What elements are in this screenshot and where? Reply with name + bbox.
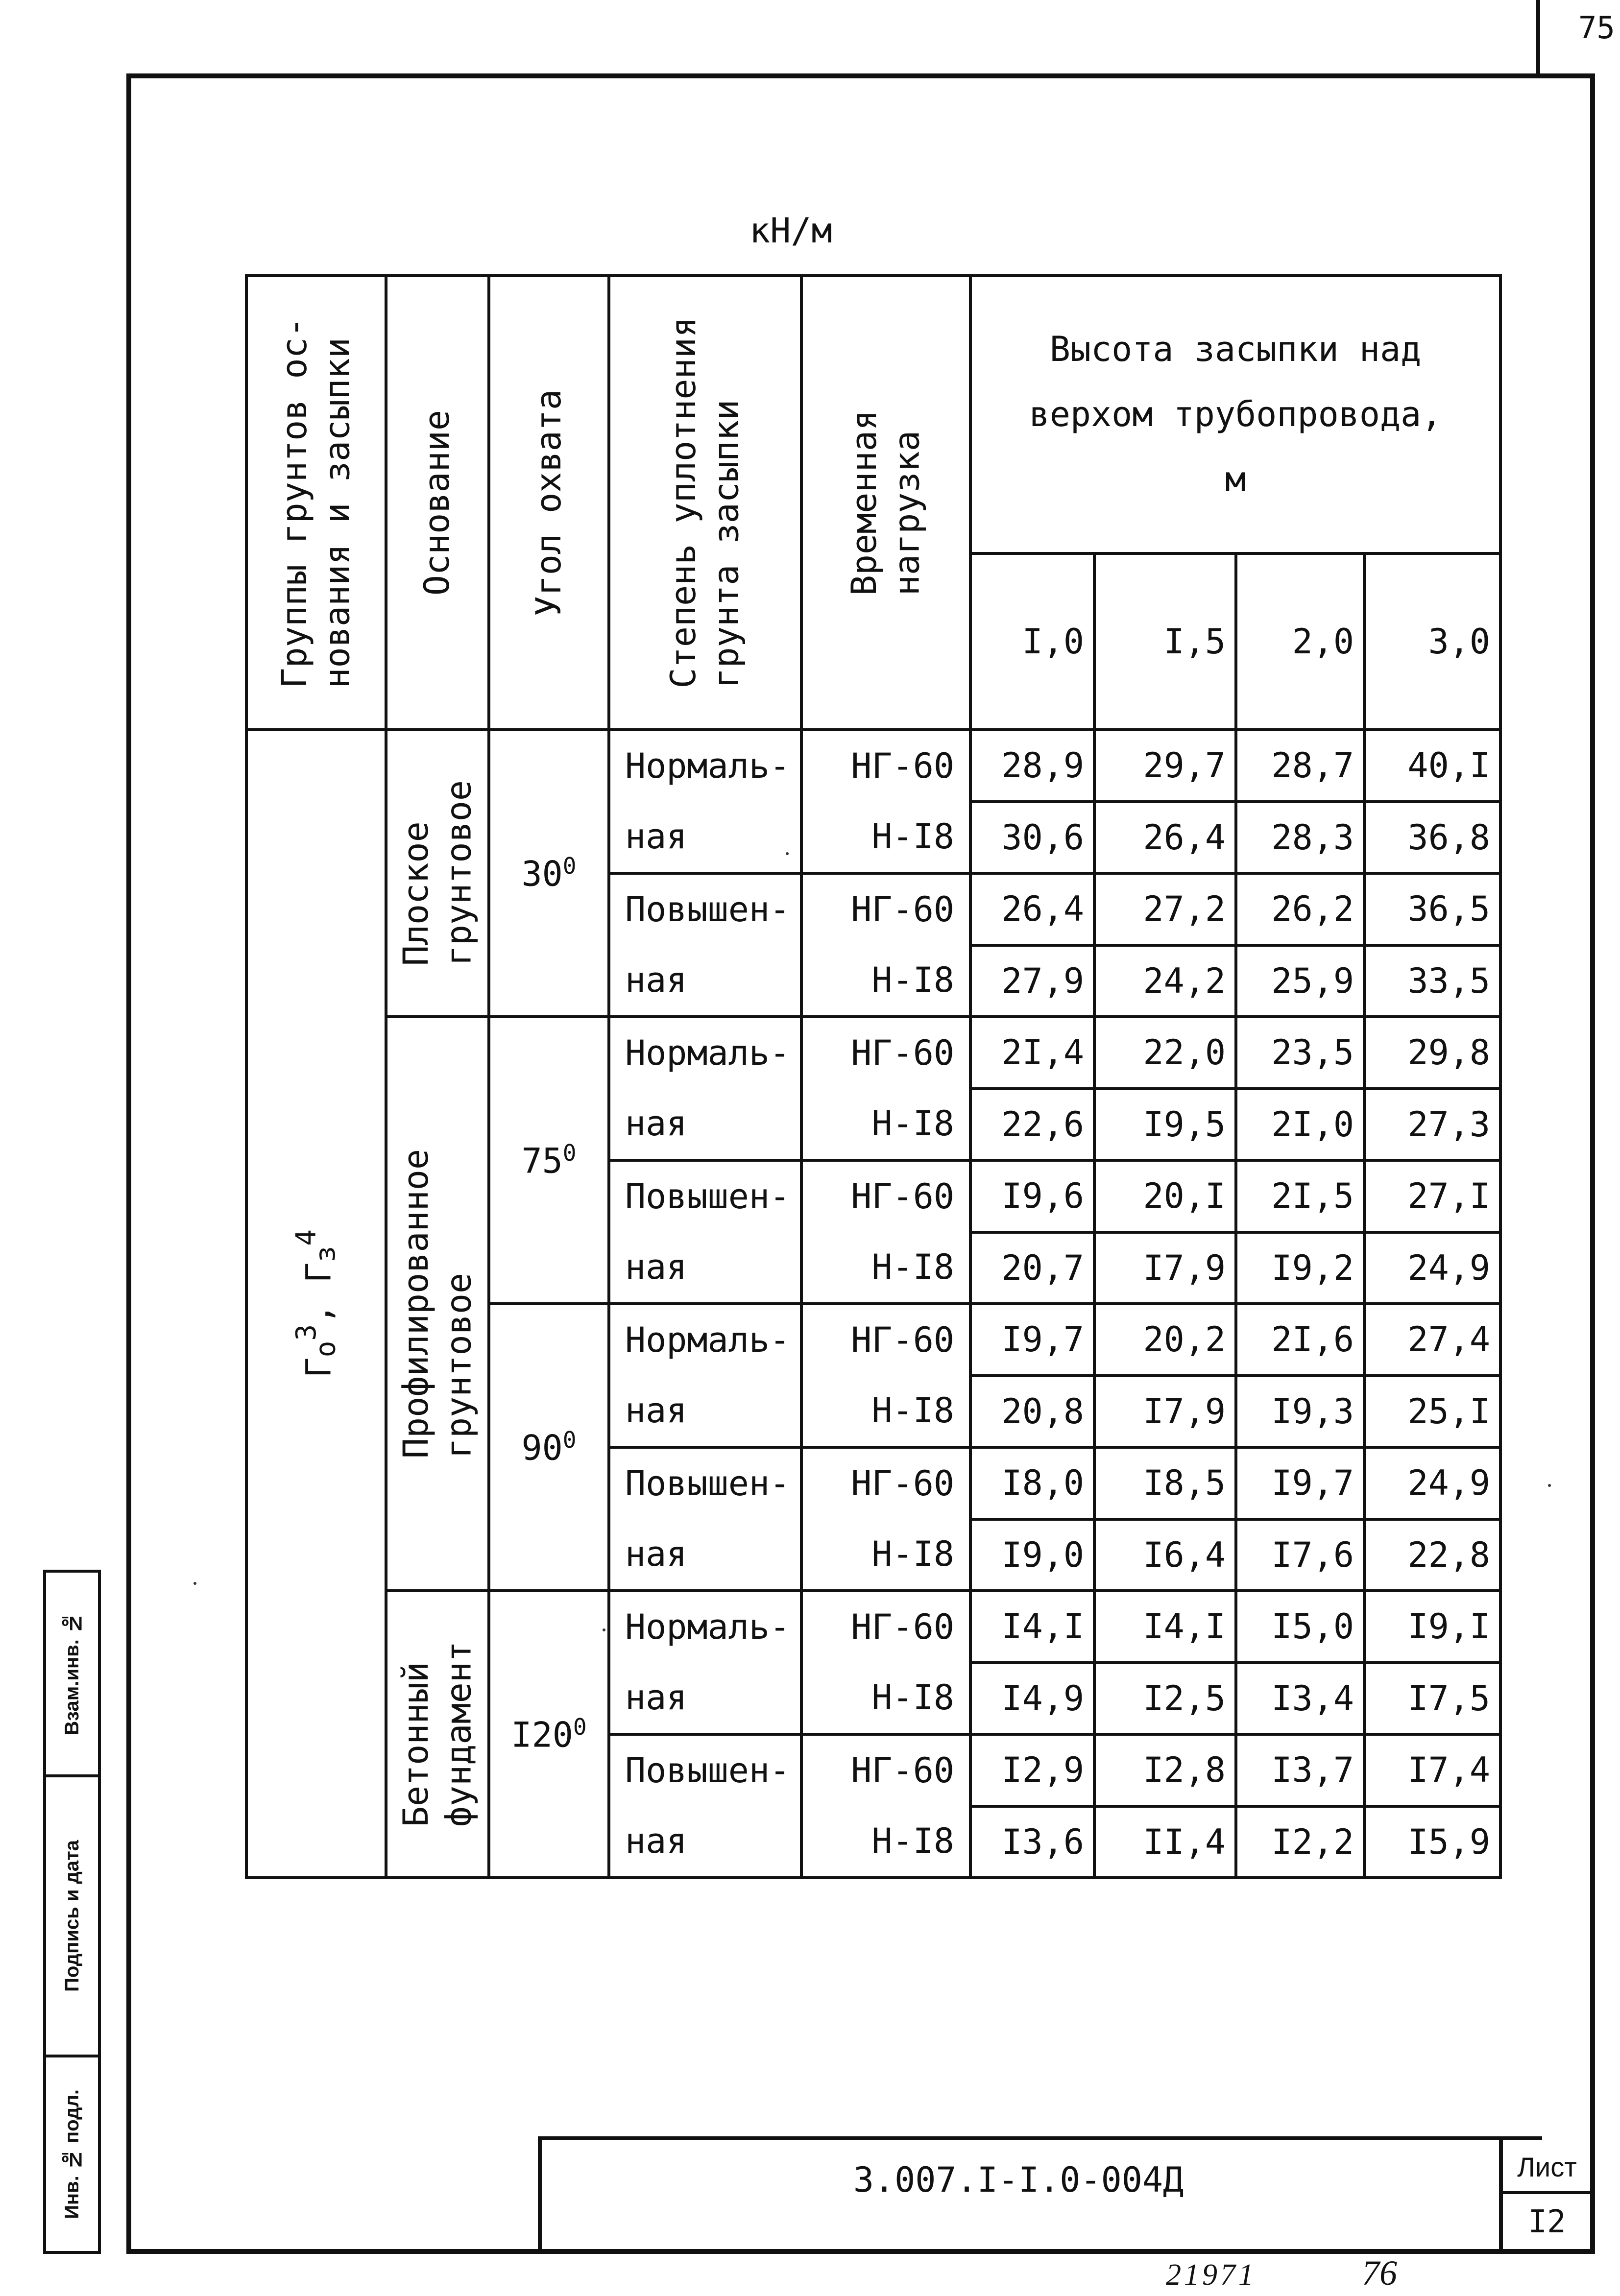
value-cell: 30,6 [970,802,1094,874]
table-row [246,1017,1500,1089]
value-cell: 26,4 [970,873,1094,945]
load-type: НГ-60 Н-I8 [801,1304,970,1447]
sheet-label: Лист [1503,2140,1591,2194]
value-cell: I3,7 [1236,1734,1364,1806]
header-compaction [609,276,801,730]
header-group-line2: нования и засыпки [317,337,358,689]
value-cell: 28,9 [970,730,1094,802]
value-cell: 22,6 [970,1089,1094,1161]
value-cell: I7,9 [1094,1232,1236,1304]
value-cell: 26,2 [1236,873,1364,945]
document-code: 3.007.I-I.0-004Д [853,2160,1184,2200]
value-cell: 20,8 [970,1376,1094,1448]
header-compaction-line1: Степень уплотнения [663,317,703,689]
value-cell: 25,I [1364,1376,1500,1448]
value-cell: I4,9 [970,1663,1094,1735]
value-cell: 36,5 [1364,873,1500,945]
compaction-high: Повышен- ная [609,1160,801,1304]
value-cell: I8,0 [970,1447,1094,1519]
value-cell: 27,4 [1364,1304,1500,1376]
compaction-normal: Нормаль- ная [609,1017,801,1160]
value-cell: 29,7 [1094,730,1236,802]
value-cell: 28,3 [1236,802,1364,874]
value-cell: I9,3 [1236,1376,1364,1448]
value-cell: 24,9 [1364,1232,1500,1304]
height-col-1: I,0 [970,553,1094,730]
value-cell: I7,5 [1364,1663,1500,1735]
height-col-4: 3,0 [1364,553,1500,730]
scan-speck [786,852,789,855]
value-cell: I9,6 [970,1160,1094,1232]
angle-a120: $I20^0$ [489,1591,609,1878]
angle-a75: $75^0$ [489,1017,609,1304]
value-cell: I5,0 [1236,1591,1364,1663]
value-cell: II,4 [1094,1806,1236,1878]
page-number: 75 [1578,10,1615,46]
value-cell: I6,4 [1094,1519,1236,1591]
value-cell: 27,3 [1364,1089,1500,1161]
value-cell: I8,5 [1094,1447,1236,1519]
value-cell: 27,I [1364,1160,1500,1232]
approval-stamp-strip [43,1570,101,2254]
angle-a30: $30^0$ [489,730,609,1017]
compaction-normal: Нормаль- ная [609,1304,801,1447]
value-cell: 22,0 [1094,1017,1236,1089]
value-cell: 2I,0 [1236,1089,1364,1161]
header-angle-text: Угол охвата [528,389,569,617]
header-load [801,276,970,730]
value-cell: 36,8 [1364,802,1500,874]
value-cell: I7,4 [1364,1734,1500,1806]
load-type: НГ-60 Н-I8 [801,730,970,873]
value-cell: 28,7 [1236,730,1364,802]
value-cell: I9,7 [1236,1447,1364,1519]
value-cell: 40,I [1364,730,1500,802]
value-cell: 20,I [1094,1160,1236,1232]
stamp-replace-inv: Взам.инв. № [61,1612,83,1735]
value-cell: I4,I [1094,1591,1236,1663]
value-cell: I4,I [970,1591,1094,1663]
compaction-high: Повышен- ная [609,1734,801,1878]
load-type: НГ-60 Н-I8 [801,1160,970,1304]
header-base [386,276,489,730]
value-cell: I9,7 [970,1304,1094,1376]
load-type: НГ-60 Н-I8 [801,1447,970,1591]
scan-speck [1548,1484,1551,1487]
footer-handwritten-page: 76 [1362,2253,1397,2293]
compaction-normal: Нормаль- ная [609,730,801,873]
value-cell: I9,0 [970,1519,1094,1591]
value-cell: I2,2 [1236,1806,1364,1878]
load-table [245,274,1502,1879]
soil-group: $Г_о^3$, $Г_з^4$ [246,730,386,1878]
value-cell: 27,9 [970,945,1094,1017]
value-cell: 20,2 [1094,1304,1236,1376]
header-group [246,276,386,730]
header-height [970,276,1500,553]
value-cell: I2,8 [1094,1734,1236,1806]
base-plane: Плоское грунтовое [386,730,489,1017]
header-height-line1: Высота засыпки над [1049,329,1422,369]
compaction-high: Повышен- ная [609,873,801,1017]
value-cell: I7,9 [1094,1376,1236,1448]
table-row [246,1591,1500,1663]
value-cell: I3,4 [1236,1663,1364,1735]
value-cell: 25,9 [1236,945,1364,1017]
load-type: НГ-60 Н-I8 [801,1734,970,1878]
value-cell: 2I,6 [1236,1304,1364,1376]
units-label: кН/м [750,211,832,251]
value-cell: 27,2 [1094,873,1236,945]
header-base-text: Основание [417,409,458,596]
header-load-line2: нагрузка [887,430,927,596]
value-cell: 26,4 [1094,802,1236,874]
height-col-3: 2,0 [1236,553,1364,730]
stamp-sign-date: Подпись и дата [46,1774,98,2055]
header-height-line2: верхом трубопровода, [1029,394,1442,434]
table-row [246,730,1500,802]
compaction-high: Повышен- ная [609,1447,801,1591]
header-compaction-line2: грунта засыпки [706,399,747,689]
compaction-normal: Нормаль- ная [609,1591,801,1734]
value-cell: 29,8 [1364,1017,1500,1089]
base-concrete: Бетонный фундамент [386,1591,489,1878]
value-cell: I3,6 [970,1806,1094,1878]
value-cell: 33,5 [1364,945,1500,1017]
value-cell: 24,9 [1364,1447,1500,1519]
value-cell: 20,7 [970,1232,1094,1304]
stamp-inv-orig: Инв. № подл. [46,2055,98,2251]
load-type: НГ-60 Н-I8 [801,1017,970,1160]
value-cell: I7,6 [1236,1519,1364,1591]
angle-a90: $90^0$ [489,1304,609,1591]
header-height-line3: м [1225,459,1246,500]
scan-speck [193,1582,196,1585]
scan-speck [603,1628,605,1631]
value-cell: 23,5 [1236,1017,1364,1089]
base-profiled: Профилированное грунтовое [386,1017,489,1591]
height-col-2: I,5 [1094,553,1236,730]
value-cell: I5,9 [1364,1806,1500,1878]
value-cell: 2I,5 [1236,1160,1364,1232]
header-angle [489,276,609,730]
load-type: НГ-60 Н-I8 [801,873,970,1017]
footer-handwritten-number: 21971 [1166,2258,1257,2292]
header-group-line1: Группы грунтов ос- [274,317,314,689]
page-number-divider [1536,0,1540,73]
header-load-line1: Временная [844,409,884,596]
value-cell: 22,8 [1364,1519,1500,1591]
value-cell: I9,I [1364,1591,1500,1663]
value-cell: 2I,4 [970,1017,1094,1089]
value-cell: I9,5 [1094,1089,1236,1161]
value-cell: I2,5 [1094,1663,1236,1735]
value-cell: 24,2 [1094,945,1236,1017]
value-cell: I9,2 [1236,1232,1364,1304]
value-cell: I2,9 [970,1734,1094,1806]
load-type: НГ-60 Н-I8 [801,1591,970,1734]
sheet-number: I2 [1528,2204,1566,2240]
